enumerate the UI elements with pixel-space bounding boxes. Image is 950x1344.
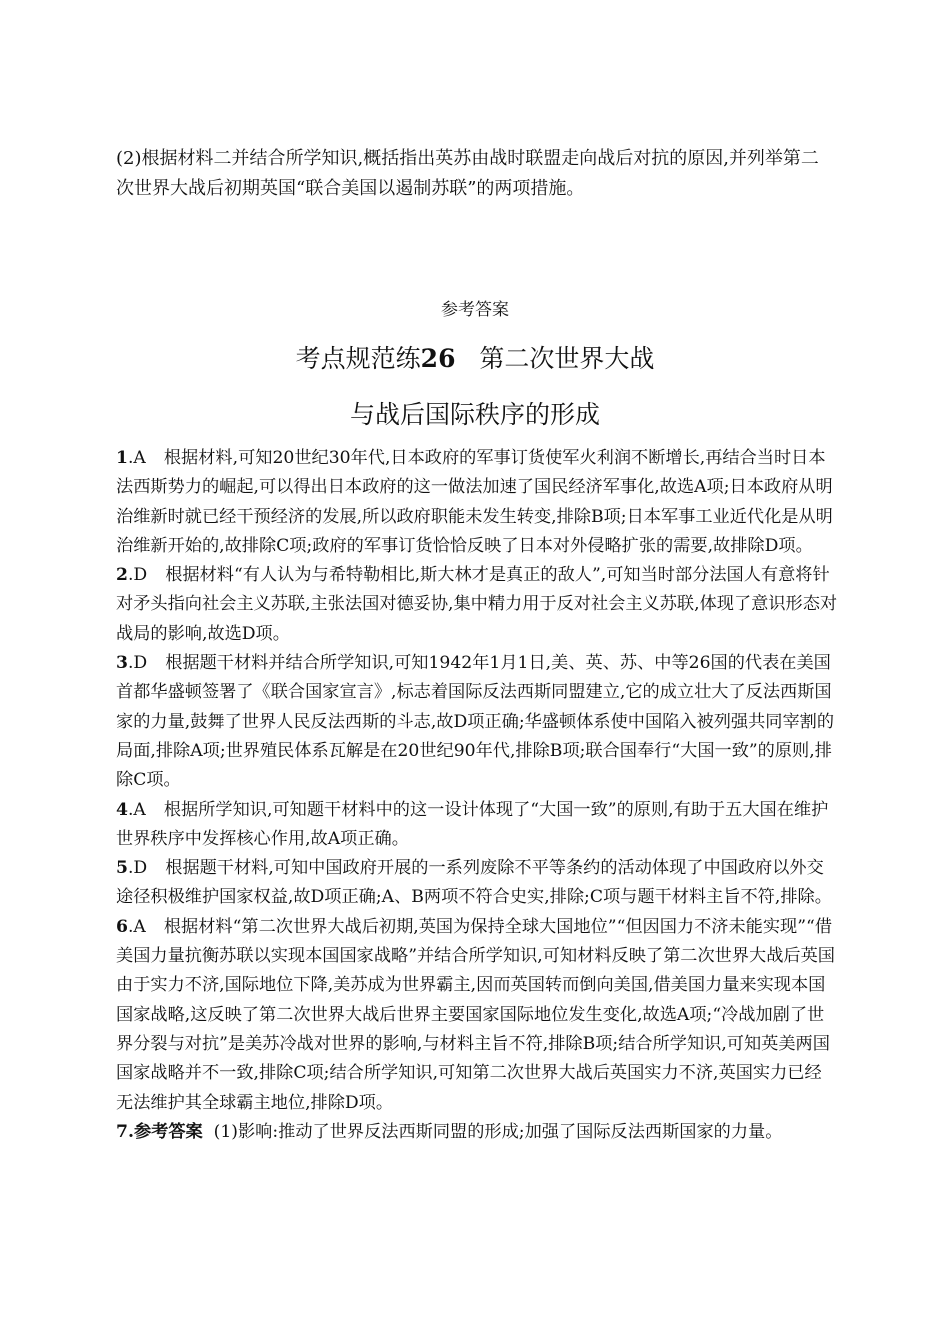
answer-item xyxy=(116,561,838,649)
answer-number: 6 xyxy=(116,916,128,937)
answer-list xyxy=(116,444,838,1147)
page-title xyxy=(0,342,950,376)
answer-number: 4 xyxy=(116,799,128,820)
answer-choice: .A xyxy=(127,448,146,468)
answer-choice: .D xyxy=(127,858,148,879)
answer-choice: .A xyxy=(127,916,146,937)
answer-explanation: 根据题干材料并结合所学知识,可知1942年1月1日,美、英、苏、中等26国的代表在美国首都华盛顿签署了《联合国家宣言》,标志着国际反法西斯同盟建立,它的成立壮大了反法西斯国家的力量,鼓舞了世界人民反法西斯的斗志,故D项正确;华盛顿体系使中国陷入被列强共同宰割的局面,排除A项;世界殖民体系瓦解是在20世纪90年代,排除B项;联合国奉行“大国一致”的原则,排除C项。 xyxy=(116,653,835,791)
answer-number: 5 xyxy=(116,858,128,879)
answer-number: 2 xyxy=(116,565,128,586)
answer-heading: 参考答案 xyxy=(441,300,509,320)
answer-item xyxy=(116,913,838,1118)
answer-item xyxy=(116,796,838,855)
answer-item xyxy=(116,854,838,913)
answer-explanation: (1)影响:推动了世界反法西斯同盟的形成;加强了国际反法西斯国家的力量。 xyxy=(213,1121,783,1142)
answer-item xyxy=(116,1118,838,1147)
title-number: 26 xyxy=(420,344,456,373)
answer-explanation: 根据材料“有人认为与希特勒相比,斯大林才是真正的敌人”,可知当时部分法国人有意将针对矛头指向社会主义苏联,主张法国对德妥协,集中精力用于反对社会主义苏联,体现了意识形态对战局的影响,故选D项。 xyxy=(116,565,838,644)
answer-number: 7 xyxy=(116,1121,128,1142)
answer-number: 3 xyxy=(116,653,128,674)
answer-explanation: 根据题干材料,可知中国政府开展的一系列废除不平等条约的活动体现了中国政府以外交途径积极维护国家权益,故D项正确;A、B两项不符合史实,排除;C项与题干材料主旨不符,排除。 xyxy=(116,858,832,908)
title-main: 第二次世界大战 xyxy=(479,344,655,373)
page-title-line2: 与战后国际秩序的形成 xyxy=(349,400,600,429)
answer-item xyxy=(116,649,838,795)
answer-explanation: 根据材料“第二次世界大战后初期,英国为保持全球大国地位”“但因国力不济未能实现”“借美国力量抗衡苏联以实现本国国家战略”并结合所学知识,可知材料反映了第二次世界大战后英国由于实力不济,国际地位下降,美苏成为世界霸主,因而英国转而倒向美国,借美国力量来实现本国国家战略,这反映了第二次世界大战后世界主要国家国际地位发生变化,故选A项;“冷战加剧了世界分裂与对抗”是美苏冷战对世界的影响,与材料主旨不符,排除B项;结合所学知识,可知英美两国国家战略并不一致,排除C项;结合所学知识,可知第二次世界大战后英国实力不济,英国实力已经无法维护其全球霸主地位,排除D项。 xyxy=(116,916,835,1113)
answer-item xyxy=(116,444,838,561)
answer-explanation: 根据材料,可知20世纪30年代,日本政府的军事订货使军火利润不断增长,再结合当时日本法西斯势力的崛起,可以得出日本政府的这一做法加速了国民经济军事化,故选A项;日本政府从明治维新时就已经干预经济的发展,所以政府职能未发生转变,排除B项;日本军事工业近代化是从明治维新开始的,故排除C项;政府的军事订货恰恰反映了日本对外侵略扩张的需要,故排除D项。 xyxy=(116,448,833,556)
title-prefix: 考点规范练 xyxy=(295,344,421,373)
answer-number: 1 xyxy=(116,448,128,468)
answer-choice: .D xyxy=(127,565,148,586)
answer-label: .参考答案 xyxy=(127,1121,203,1142)
answer-choice: .A xyxy=(127,799,146,820)
question-2-text: (2)根据材料二并结合所学知识,概括指出英苏由战时联盟走向战后对抗的原因,并列举第二次世界大战后初期英国“联合美国以遏制苏联”的两项措施。 xyxy=(116,148,819,199)
answer-explanation: 根据所学知识,可知题干材料中的这一设计体现了“大国一致”的原则,有助于五大国在维护世界秩序中发挥核心作用,故A项正确。 xyxy=(116,799,829,849)
answer-choice: .D xyxy=(127,653,148,674)
